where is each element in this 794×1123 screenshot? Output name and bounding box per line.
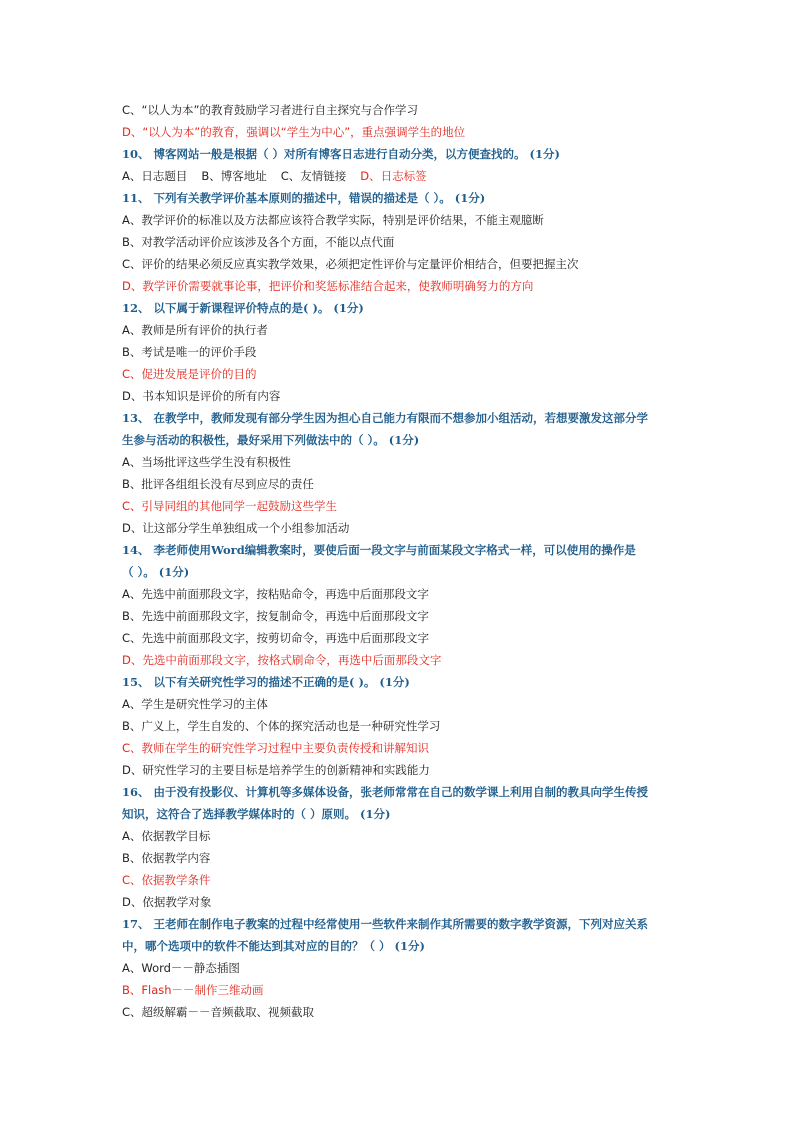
option: A、教学评价的标准以及方法都应该符合教学实际，特别是评价结果，不能主观臆断: [122, 213, 544, 227]
option: D、研究性学习的主要目标是培养学生的创新精神和实践能力: [122, 763, 430, 777]
question-line: 12、 以下属于新课程评价特点的是( )。 (1分): [122, 301, 364, 315]
question-line: 14、 李老师使用Word编辑教案时，要使后面一段文字与前面某段文字格式一样，可以使用的操作是: [122, 543, 636, 557]
inline-options: [122, 165, 682, 187]
question-line: （ ）。 (1分): [122, 565, 190, 579]
question-line: 生参与活动的积极性，最好采用下列做法中的（ ）。 (1分): [122, 433, 420, 447]
option: A、先选中前面那段文字，按粘贴命令，再选中后面那段文字: [122, 587, 429, 601]
option: C、“以人为本”的教育鼓励学习者进行自主探究与合作学习: [122, 103, 418, 117]
exam-page: [122, 99, 682, 1023]
option: B、批评各组组长没有尽到应尽的责任: [122, 477, 314, 491]
question-text: [122, 539, 682, 583]
question-text: [122, 781, 682, 825]
question-line: 中，哪个选项中的软件不能达到其对应的目的？（ ） (1分): [122, 939, 425, 953]
option: C、评价的结果必须反应真实教学效果，必须把定性评价与定量评价相结合，但要把握主次: [122, 257, 579, 271]
answer-option: B、Flash－－制作三维动画: [122, 983, 264, 997]
option: A、Word－－静态插图: [122, 961, 240, 975]
question-text: [122, 297, 682, 319]
question-line: 15、 以下有关研究性学习的描述不正确的是( )。 (1分): [122, 675, 410, 689]
option: B、依据教学内容: [122, 851, 211, 865]
option: A、学生是研究性学习的主体: [122, 697, 268, 711]
question-line: 16、 由于没有投影仪、计算机等多媒体设备，张老师常常在自己的数学课上利用自制的教具向学生传授: [122, 785, 649, 799]
question-text: [122, 187, 682, 209]
answer-option: D、教学评价需要就事论事，把评价和奖惩标准结合起来，使教师明确努力的方向: [122, 279, 534, 293]
question-line: 10、 博客网站一般是根据（ ）对所有博客日志进行自动分类，以方便查找的。 (1分): [122, 147, 560, 161]
answer-option: C、引导同组的其他同学一起鼓励这些学生: [122, 499, 338, 513]
option: A、日志题目: [122, 169, 188, 183]
question-line: 知识，这符合了选择教学媒体时的（ ）原则。 (1分): [122, 807, 391, 821]
option: B、考试是唯一的评价手段: [122, 345, 257, 359]
question-text: [122, 407, 682, 451]
question-line: 11、 下列有关教学评价基本原则的描述中，错误的描述是（ ）。 (1分): [122, 191, 486, 205]
option: A、当场批评这些学生没有积极性: [122, 455, 291, 469]
answer-option: C、教师在学生的研究性学习过程中主要负责传授和讲解知识: [122, 741, 430, 755]
answer-option: C、促进发展是评价的目的: [122, 367, 257, 381]
option: B、对教学活动评价应该涉及各个方面，不能以点代面: [122, 235, 395, 249]
option: D、书本知识是评价的所有内容: [122, 389, 281, 403]
answer-option: D、先选中前面那段文字，按格式刷命令，再选中后面那段文字: [122, 653, 442, 667]
answer-option: D、“以人为本”的教育，强调以“学生为中心”，重点强调学生的地位: [122, 125, 466, 139]
option: A、依据教学目标: [122, 829, 211, 843]
question-line: 17、 王老师在制作电子教案的过程中经常使用一些软件来制作其所需要的数字教学资源，下列对应关系: [122, 917, 649, 931]
option: B、先选中前面那段文字，按复制命令，再选中后面那段文字: [122, 609, 429, 623]
option: D、让这部分学生单独组成一个小组参加活动: [122, 521, 350, 535]
option: C、友情链接: [280, 169, 347, 183]
option: B、博客地址: [201, 169, 267, 183]
question-text: [122, 913, 682, 957]
option: C、超级解霸－－音频截取、视频截取: [122, 1005, 315, 1019]
answer-option: D、日志标签: [360, 169, 427, 183]
option: D、依据教学对象: [122, 895, 212, 909]
question-line: 13、 在教学中，教师发现有部分学生因为担心自己能力有限而不想参加小组活动，若想要激发这部分学: [122, 411, 649, 425]
option: B、广义上，学生自发的、个体的探究活动也是一种研究性学习: [122, 719, 441, 733]
question-text: [122, 143, 682, 165]
question-text: [122, 671, 682, 693]
answer-option: C、依据教学条件: [122, 873, 211, 887]
option: A、教师是所有评价的执行者: [122, 323, 268, 337]
option: C、先选中前面那段文字，按剪切命令，再选中后面那段文字: [122, 631, 430, 645]
